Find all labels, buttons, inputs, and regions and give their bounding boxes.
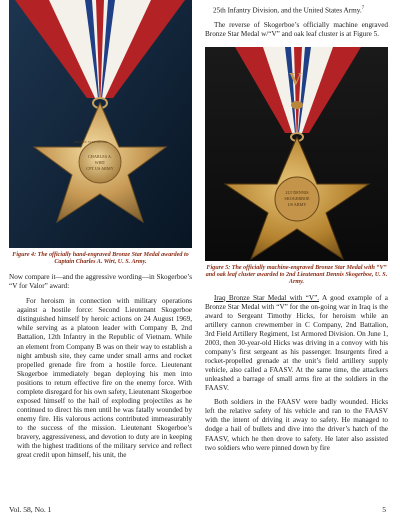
v-device: V xyxy=(289,68,302,89)
svg-text:WIRT: WIRT xyxy=(94,160,106,165)
right-column xyxy=(205,0,388,453)
svg-text:CHARLES A.: CHARLES A. xyxy=(88,154,112,159)
citation-continuation: 25th Infantry Division, and the United States Army.$^7$ xyxy=(213,6,365,15)
figure4-photo xyxy=(9,0,192,248)
svg-text:CPT US ARMY: CPT US ARMY xyxy=(86,166,114,171)
intro-paragraph: Now compare it—and the aggressive wording—in Skogerboe’s “V for Valor” award: xyxy=(9,273,192,291)
svg-text:US ARMY: US ARMY xyxy=(287,201,307,207)
volume-label: Vol. 58, No. 1 xyxy=(9,505,52,514)
svg-text:2LT DENNIS: 2LT DENNIS xyxy=(285,189,309,195)
figure5-photo xyxy=(205,47,388,261)
citation-quote: For heroism in connection with military operations against a hostile force: Second Lieutenant Skogerboe distinguished himself by heroic actions on 24 August 1969, while serving as a platoon leader with Company B, 2nd Battalion, 12th Infantry in the Republic of Vietnam. While an element from Company B was on their way to establish a night ambush site, they came under small arms and rocket propelled grenade fire from a hostile force. Lieutenant Skogerboe immediately began deploying his men into positions to return effective fire on the enemy force. With complete disregard for his own safety, Lieutenant Skogerboe exposed himself to the hail of exploding projectiles as he continued to direct his men until he was fatally wounded by enemy fire. His valorous actions contributed immeasurably to the success of the mission. Lieutenant Skogerboe’s bravery, aggressiveness, and devotion to duty are in keeping with the highest traditions of the military service and reflect great credit upon himself, his unit, the xyxy=(17,297,192,460)
figure4-caption: Figure 4: The officially hand-engraved Bronze Star Medal awarded to Captain Charles A. Wirt, U. S. Army. xyxy=(12,252,189,266)
medal-engraving: BRONZE STAR MEDAL xyxy=(74,140,108,144)
iraq-lead: Iraq Bronze Star Medal with “V”. xyxy=(214,293,320,302)
reverse-paragraph: The reverse of Skogerboe’s officially machine engraved Bronze Star Medal w/“V” and oak leaf cluster is at Figure 5. xyxy=(205,21,388,39)
oak-leaf-cluster xyxy=(291,101,303,109)
iraq-paragraph-2: Both soldiers in the FAASV were badly wounded. Hicks left the relative safety of his vehicle and ran to the FAASV with the intent of driving it away to safety. He managed to dodge a hail of bullets and dive into the driver’s hatch of the FAASV, which he then drove to safety. He later also assisted two soldiers who were pinned down by fire xyxy=(205,398,388,452)
svg-text:SKOGERBOE: SKOGERBOE xyxy=(284,195,310,201)
left-column xyxy=(9,0,192,460)
figure5-caption: Figure 5: The officially machine-engraved Bronze Star Medal with “V” and oak leaf cluster awarded to 2nd Lieutenant Dennis Skogerboe, U. S. Army. xyxy=(205,264,388,285)
iraq-paragraph: Iraq Bronze Star Medal with “V”. A good example of a Bronze Star Medal with “V” for the on-going war in Iraq is the award to Sergeant Timothy Hicks, for heroism while an artillery cannon crewmember in C Company, 2nd Battalion, 3rd Field Artillery Regiment, 1st Armored Division. On June 1, 2003, then 30-year-old Hicks was driving in a convoy with his company’s first sergeant as his passenger. Insurgents fired a rocket-propelled grenade at the unit’s field artillery supply vehicle, also called a FAASV. At the same time, the attackers unleashed a barrage of small arms fire at the soldiers in the FAASV. xyxy=(205,293,388,393)
page-number: 5 xyxy=(382,505,386,514)
